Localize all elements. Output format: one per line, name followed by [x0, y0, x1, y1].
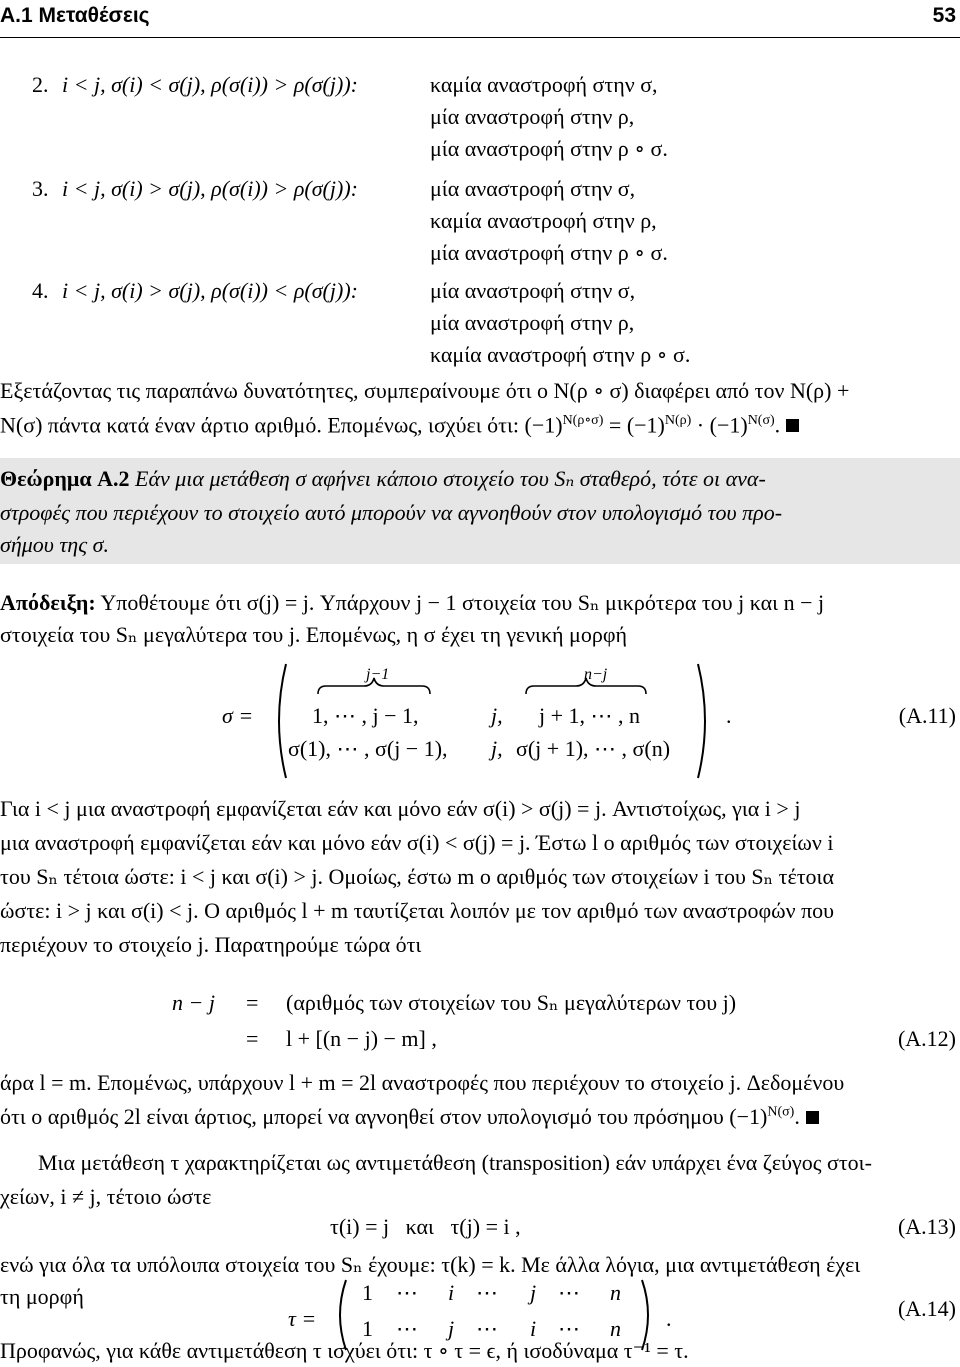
eq11-bottom-3: σ(j + 1), ⋯ , σ(n) — [516, 736, 671, 761]
proof-line-2: στοιχεία του Sₙ μεγαλύτερα του j. Επομένως, η σ έχει τη γενική μορφή — [0, 622, 628, 647]
case-3-line-2: καμία αναστροφή στην ρ, — [430, 208, 657, 233]
conclusion-line-1: Εξετάζοντας τις παραπάνω δυνατότητες, συμπεραίνουμε ότι ο N(ρ ∘ σ) διαφέρει από τον N(ρ) + — [0, 378, 850, 403]
eq12-equals-1: = — [246, 990, 259, 1015]
eq12-lhs: n − j — [172, 990, 215, 1015]
para5-line-2: τη μορφή — [0, 1284, 84, 1309]
case-2-line-2: μία αναστροφή στην ρ, — [430, 104, 635, 129]
qed-square-icon — [786, 419, 799, 432]
eq13-body: τ(i) = j και τ(j) = i , — [330, 1214, 521, 1239]
eq11-top-2: j, — [491, 703, 503, 728]
para2-line-5: περιέχουν το στοιχείο j. Παρατηρούμε τώρα ότι — [0, 932, 422, 957]
theorem-line-2: στροφές που περιέχουν το στοιχείο αυτό μπορούν να αγνοηθούν στον υπολογισμό του προ- — [0, 500, 783, 525]
eq14-bottom-2: ⋯ — [396, 1316, 418, 1341]
conclusion-line-2: N(σ) πάντα κατά έναν άρτιο αριθμό. Επομένως, ισχύει ότι: $(-1)^{N(\rho\circ\sigma)} = (-1)^{N(\rho)} \cdot (-1)^{N(\sigma)}$. — [0, 412, 799, 438]
eq14-top-4: ⋯ — [476, 1280, 498, 1305]
proof-label: Απόδειξη: — [0, 590, 96, 615]
eq14-lhs: τ = — [288, 1306, 317, 1331]
case-2-line-1: καμία αναστροφή στην σ, — [430, 72, 658, 97]
eq14-top-6: ⋯ — [558, 1280, 580, 1305]
eq14-bottom-6: ⋯ — [558, 1316, 580, 1341]
eq12-tag: (A.12) — [897, 1026, 956, 1051]
eq11-top-1: 1, ⋯ , j − 1, — [312, 703, 419, 728]
eq14-top-5: j — [530, 1280, 537, 1305]
case-2-condition: i < j, σ(i) < σ(j), ρ(σ(i)) > ρ(σ(j)): — [62, 72, 358, 97]
case-2-number: 2. — [32, 72, 49, 97]
para2-line-1: Για i < j μια αναστροφή εμφανίζεται εάν και μόνο εάν σ(i) > σ(j) = j. Αντιστοίχως, για i > j — [0, 796, 801, 821]
eq11-lhs: σ = — [222, 703, 254, 728]
eq14-bottom-4: ⋯ — [476, 1316, 498, 1341]
qed-square-icon — [806, 1111, 819, 1124]
proof-line-1: Απόδειξη: Υποθέτουμε ότι σ(j) = j. Υπάρχουν j − 1 στοιχεία του Sₙ μικρότερα του j και n − j — [0, 590, 825, 615]
header-rule — [0, 37, 960, 38]
eq14-top-2: ⋯ — [396, 1280, 418, 1305]
para5-line-1: ενώ για όλα τα υπόλοιπα στοιχεία του Sₙ έχουμε: τ(k) = k. Με άλλα λόγια, μια αντιμετάθεση έχει — [0, 1252, 861, 1277]
eq11-bottom-1: σ(1), ⋯ , σ(j − 1), — [288, 736, 448, 761]
theorem-label: Θεώρημα A.2 — [0, 466, 130, 491]
case-3-line-3: μία αναστροφή στην ρ ∘ σ. — [430, 240, 668, 265]
final-line: Προφανώς, για κάθε αντιμετάθεση τ ισχύει ότι: τ ∘ τ = ϵ, ή ισοδύναμα τ⁻¹ = τ. — [0, 1338, 689, 1363]
case-2-line-3: μία αναστροφή στην ρ ∘ σ. — [430, 136, 668, 161]
eq11-period: . — [726, 703, 732, 728]
para3-line-1: άρα l = m. Επομένως, υπάρχουν l + m = 2l αναστροφές που περιέχουν το στοιχείο j. Δεδομένου — [0, 1070, 845, 1095]
eq13-tag: (A.13) — [897, 1214, 956, 1239]
running-header-page-number: 53 — [932, 4, 956, 27]
case-4-line-2: μία αναστροφή στην ρ, — [430, 310, 635, 335]
case-4-line-3: καμία αναστροφή στην ρ ∘ σ. — [430, 342, 691, 367]
eq11-top-3: j + 1, ⋯ , n — [539, 703, 641, 728]
para2-line-4: ώστε: i > j και σ(i) < j. Ο αριθμός l + m ταυτίζεται λοιπόν με τον αριθμό των αναστροφών που — [0, 898, 835, 923]
case-3-line-1: μία αναστροφή στην σ, — [430, 176, 636, 201]
eq14-bottom-1: 1 — [362, 1316, 373, 1341]
eq14-bottom-5: i — [530, 1316, 537, 1341]
eq14-top-7: n — [610, 1280, 621, 1305]
eq14-period: . — [666, 1306, 672, 1331]
para4-line-1: Μια μετάθεση τ χαρακτηρίζεται ως αντιμετάθεση (transposition) εάν υπάρχει ένα ζεύγος στοι- — [38, 1150, 872, 1175]
para3-line-2: ότι ο αριθμός 2l είναι άρτιος, μπορεί να αγνοηθεί στον υπολογισμό του πρόσημου $(-1)^{N(\sigma)}$. — [0, 1104, 819, 1130]
eq12-rhs-2: l + [(n − j) − m] , — [286, 1026, 437, 1051]
eq12-rhs-1: (αριθμός των στοιχείων του Sₙ μεγαλύτερων του j) — [286, 990, 737, 1015]
eq14-bottom-3: j — [448, 1316, 455, 1341]
para4-line-2: χείων, i ≠ j, τέτοιο ώστε — [0, 1184, 212, 1209]
para2-line-2: μια αναστροφή εμφανίζεται εάν και μόνο εάν σ(i) < σ(j) = j. Έστω l ο αριθμός των στοιχείων i — [0, 830, 834, 855]
eq11-brace-label-2: n−j — [584, 666, 608, 683]
eq14-top-1: 1 — [362, 1280, 373, 1305]
running-header-section: A.1 Μεταθέσεις — [0, 4, 150, 27]
eq14-bottom-7: n — [610, 1316, 621, 1341]
case-4-condition: i < j, σ(i) > σ(j), ρ(σ(i)) < ρ(σ(j)): — [62, 278, 358, 303]
eq12-equals-2: = — [246, 1026, 259, 1051]
para2-line-3: του Sₙ τέτοια ώστε: i < j και σ(i) > j. Ομοίως, έστω m ο αριθμός των στοιχείων i του Sₙ τέτοια — [0, 864, 834, 889]
eq11-tag: (A.11) — [898, 703, 956, 728]
theorem-line-3: σήμου της σ. — [0, 532, 109, 557]
case-4-number: 4. — [32, 278, 49, 303]
eq14-top-3: i — [448, 1280, 455, 1305]
eq14-tag: (A.14) — [897, 1296, 956, 1321]
case-3-number: 3. — [32, 176, 49, 201]
case-3-condition: i < j, σ(i) > σ(j), ρ(σ(i)) > ρ(σ(j)): — [62, 176, 358, 201]
case-4-line-1: μία αναστροφή στην σ, — [430, 278, 636, 303]
eq11-brace-label-1: j−1 — [366, 666, 390, 683]
eq11-bottom-2: j, — [491, 736, 503, 761]
theorem-line-1: Θεώρημα A.2 Εάν μια μετάθεση σ αφήνει κάποιο στοιχείο του Sₙ σταθερό, τότε οι ανα- — [0, 466, 766, 491]
